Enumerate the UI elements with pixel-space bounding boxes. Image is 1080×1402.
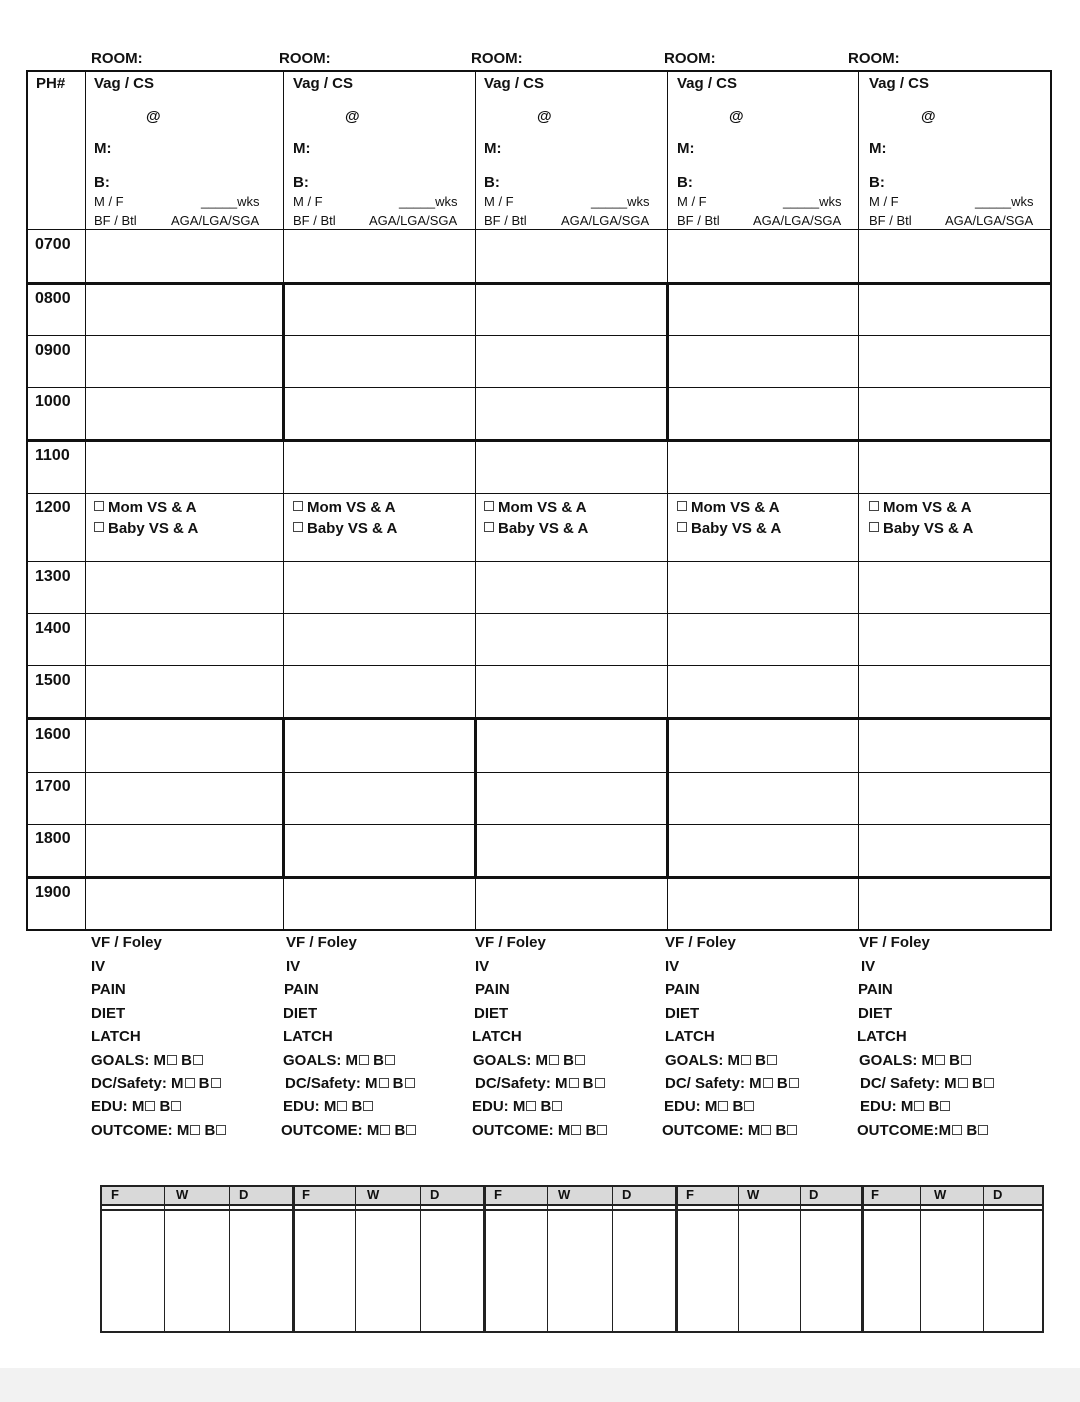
- grid-row-divider: [26, 824, 1052, 825]
- size-options: AGA/LGA/SGA: [753, 213, 842, 228]
- checkbox-icon[interactable]: [405, 1078, 415, 1088]
- edu-row: EDU: M B: [860, 1098, 950, 1115]
- feeding-options: BF / Btl: [484, 213, 527, 228]
- time-1100: 1100: [35, 447, 70, 464]
- baby-label: B:: [484, 174, 500, 191]
- mom-vs-check[interactable]: Mom VS & A: [869, 497, 972, 518]
- at-symbol: @: [345, 108, 360, 125]
- size-options: AGA/LGA/SGA: [945, 213, 1034, 228]
- grid-col-divider-thick: [474, 718, 477, 878]
- checkbox-icon[interactable]: [744, 1101, 754, 1111]
- dc-safety-row: DC/Safety: M B: [285, 1075, 415, 1092]
- feeding-options: BF / Btl: [94, 213, 137, 228]
- grid-col-divider-thick: [282, 284, 285, 441]
- baby-vs-check[interactable]: Baby VS & A: [484, 518, 588, 539]
- edu-row: EDU: M B: [664, 1098, 754, 1115]
- checkbox-icon[interactable]: [145, 1101, 155, 1111]
- grid-row-divider: [26, 335, 1052, 336]
- feeding-options: BF / Btl: [293, 213, 336, 228]
- fwd-f-label: F: [494, 1187, 502, 1202]
- latch-label: LATCH: [665, 1028, 715, 1045]
- grid-border-bottom: [26, 929, 1052, 931]
- grid-border-right: [1050, 70, 1052, 931]
- latch-label: LATCH: [283, 1028, 333, 1045]
- fwd-col-divider: [229, 1187, 230, 1331]
- baby-label: B:: [869, 174, 885, 191]
- grid-col-divider-thick: [282, 718, 285, 878]
- checkbox-icon[interactable]: [385, 1055, 395, 1065]
- time-1900: 1900: [35, 884, 71, 901]
- checkbox-icon[interactable]: [359, 1055, 369, 1065]
- at-symbol: @: [537, 108, 552, 125]
- checkbox-icon[interactable]: [575, 1055, 585, 1065]
- dc-safety-row: DC/ Safety: M B: [860, 1075, 994, 1092]
- delivery-type: Vag / CS: [677, 75, 738, 92]
- grid-col-divider: [85, 70, 86, 931]
- diet-label: DIET: [858, 1005, 893, 1022]
- grid-row-divider-thick: [26, 717, 1052, 720]
- fwd-f-label: F: [111, 1187, 119, 1202]
- latch-label: LATCH: [472, 1028, 522, 1045]
- size-options: AGA/LGA/SGA: [171, 213, 260, 228]
- room-label-3: ROOM:: [471, 50, 523, 67]
- grid-col-divider: [858, 70, 859, 931]
- mother-label: M:: [869, 140, 887, 157]
- goals-row: GOALS: M B: [283, 1052, 395, 1069]
- room-label-4: ROOM:: [664, 50, 716, 67]
- checkbox-icon[interactable]: [761, 1125, 771, 1135]
- fwd-group-divider: [483, 1187, 486, 1331]
- mother-label: M:: [293, 140, 311, 157]
- checkbox-icon[interactable]: [94, 522, 104, 532]
- time-1200: 1200: [35, 499, 71, 516]
- time-1300: 1300: [35, 568, 71, 585]
- fwd-f-label: F: [302, 1187, 310, 1202]
- vf-foley-label: VF / Foley: [859, 934, 930, 951]
- vf-foley-label: VF / Foley: [91, 934, 162, 951]
- baby-label: B:: [94, 174, 110, 191]
- fwd-w-label: W: [747, 1187, 760, 1202]
- grid-row-divider: [26, 613, 1052, 614]
- fwd-col-divider: [738, 1187, 739, 1331]
- fwd-d-label: D: [622, 1187, 632, 1202]
- fwd-col-divider: [355, 1187, 356, 1331]
- dc-safety-row: DC/Safety: M B: [475, 1075, 605, 1092]
- feeding-options: BF / Btl: [869, 213, 912, 228]
- goals-row: GOALS: M B: [859, 1052, 971, 1069]
- delivery-type: Vag / CS: [484, 75, 545, 92]
- fwd-w-label: W: [558, 1187, 571, 1202]
- sex-options: M / F: [484, 194, 514, 209]
- mom-vs-check[interactable]: Mom VS & A: [94, 497, 197, 518]
- grid-col-divider-thick: [666, 718, 669, 878]
- mother-label: M:: [677, 140, 695, 157]
- edu-row: EDU: M B: [91, 1098, 181, 1115]
- checkbox-icon[interactable]: [961, 1055, 971, 1065]
- checkbox-icon[interactable]: [484, 522, 494, 532]
- mom-vs-check[interactable]: Mom VS & A: [484, 497, 587, 518]
- fwd-w-label: W: [176, 1187, 189, 1202]
- grid-col-divider-thick: [666, 284, 669, 441]
- fwd-d-label: D: [430, 1187, 440, 1202]
- mom-vs-check[interactable]: Mom VS & A: [293, 497, 396, 518]
- checkbox-icon[interactable]: [718, 1101, 728, 1111]
- vf-foley-label: VF / Foley: [665, 934, 736, 951]
- iv-label: IV: [475, 958, 490, 975]
- checkbox-icon[interactable]: [952, 1125, 962, 1135]
- fwd-group-divider: [861, 1187, 864, 1331]
- fwd-f-label: F: [871, 1187, 879, 1202]
- iv-label: IV: [286, 958, 301, 975]
- grid-border-left: [26, 70, 28, 931]
- grid-row-divider-thick: [26, 439, 1052, 442]
- diet-label: DIET: [474, 1005, 509, 1022]
- checkbox-icon[interactable]: [337, 1101, 347, 1111]
- at-symbol: @: [921, 108, 936, 125]
- checkbox-icon[interactable]: [484, 501, 494, 511]
- checkbox-icon[interactable]: [869, 501, 879, 511]
- fwd-col-divider: [983, 1187, 984, 1331]
- gestation-weeks: _____wks: [201, 194, 260, 209]
- baby-vs-check[interactable]: Baby VS & A: [94, 518, 198, 539]
- checkbox-icon[interactable]: [406, 1125, 416, 1135]
- pain-label: PAIN: [665, 981, 700, 998]
- fwd-col-divider: [920, 1187, 921, 1331]
- checkbox-icon[interactable]: [171, 1101, 181, 1111]
- time-1400: 1400: [35, 620, 71, 637]
- grid-border-top: [26, 70, 1052, 72]
- sex-options: M / F: [869, 194, 899, 209]
- fwd-d-label: D: [993, 1187, 1003, 1202]
- mother-label: M:: [94, 140, 112, 157]
- diet-label: DIET: [283, 1005, 318, 1022]
- checkbox-icon[interactable]: [167, 1055, 177, 1065]
- fwd-header-line: [102, 1204, 1042, 1206]
- checkbox-icon[interactable]: [677, 501, 687, 511]
- checkbox-icon[interactable]: [789, 1078, 799, 1088]
- checkbox-icon[interactable]: [869, 522, 879, 532]
- diet-label: DIET: [91, 1005, 126, 1022]
- checkbox-icon[interactable]: [741, 1055, 751, 1065]
- sex-options: M / F: [94, 194, 124, 209]
- fwd-col-divider: [547, 1187, 548, 1331]
- sex-options: M / F: [677, 194, 707, 209]
- size-options: AGA/LGA/SGA: [369, 213, 458, 228]
- checkbox-icon[interactable]: [211, 1078, 221, 1088]
- time-1600: 1600: [35, 726, 71, 743]
- fwd-group-divider: [292, 1187, 295, 1331]
- goals-row: GOALS: M B: [665, 1052, 777, 1069]
- grid-row-divider: [26, 561, 1052, 562]
- time-0700: 0700: [35, 236, 71, 253]
- checkbox-icon[interactable]: [526, 1101, 536, 1111]
- checkbox-icon[interactable]: [571, 1125, 581, 1135]
- fwd-table: [100, 1185, 1044, 1333]
- baby-label: B:: [677, 174, 693, 191]
- checkbox-icon[interactable]: [914, 1101, 924, 1111]
- fwd-col-divider: [164, 1187, 165, 1331]
- at-symbol: @: [146, 108, 161, 125]
- mother-label: M:: [484, 140, 502, 157]
- checkbox-icon[interactable]: [293, 522, 303, 532]
- baby-vs-check[interactable]: Baby VS & A: [869, 518, 973, 539]
- time-0800: 0800: [35, 290, 71, 307]
- dc-safety-row: DC/Safety: M B: [91, 1075, 221, 1092]
- latch-label: LATCH: [857, 1028, 907, 1045]
- pain-label: PAIN: [475, 981, 510, 998]
- pain-label: PAIN: [858, 981, 893, 998]
- checkbox-icon[interactable]: [787, 1125, 797, 1135]
- checkbox-icon[interactable]: [185, 1078, 195, 1088]
- delivery-type: Vag / CS: [869, 75, 930, 92]
- time-1500: 1500: [35, 672, 71, 689]
- grid-row-divider: [26, 665, 1052, 666]
- checkbox-icon[interactable]: [293, 501, 303, 511]
- edu-row: EDU: M B: [472, 1098, 562, 1115]
- grid-row-divider-thick: [26, 876, 1052, 879]
- grid-row-divider: [26, 387, 1052, 388]
- checkbox-icon[interactable]: [216, 1125, 226, 1135]
- checkbox-icon[interactable]: [569, 1078, 579, 1088]
- checkbox-icon[interactable]: [763, 1078, 773, 1088]
- checkbox-icon[interactable]: [363, 1101, 373, 1111]
- fwd-w-label: W: [934, 1187, 947, 1202]
- time-1000: 1000: [35, 393, 71, 410]
- at-symbol: @: [729, 108, 744, 125]
- outcome-row: OUTCOME: M B: [662, 1122, 797, 1139]
- grid-row-divider-thick: [26, 282, 1052, 285]
- time-0900: 0900: [35, 342, 71, 359]
- delivery-type: Vag / CS: [94, 75, 155, 92]
- outcome-row: OUTCOME:M B: [857, 1122, 988, 1139]
- baby-label: B:: [293, 174, 309, 191]
- checkbox-icon[interactable]: [193, 1055, 203, 1065]
- pain-label: PAIN: [91, 981, 126, 998]
- checkbox-icon[interactable]: [549, 1055, 559, 1065]
- page-bottom-margin: [0, 1368, 1080, 1402]
- baby-vs-check[interactable]: Baby VS & A: [293, 518, 397, 539]
- pain-label: PAIN: [284, 981, 319, 998]
- checkbox-icon[interactable]: [984, 1078, 994, 1088]
- iv-label: IV: [91, 958, 106, 975]
- fwd-group-divider: [675, 1187, 678, 1331]
- room-label-1: ROOM:: [91, 50, 143, 67]
- mom-vs-check[interactable]: Mom VS & A: [677, 497, 780, 518]
- outcome-row: OUTCOME: M B: [91, 1122, 226, 1139]
- goals-row: GOALS: M B: [473, 1052, 585, 1069]
- fwd-d-label: D: [239, 1187, 249, 1202]
- fwd-col-divider: [420, 1187, 421, 1331]
- fwd-col-divider: [800, 1187, 801, 1331]
- checkbox-icon[interactable]: [597, 1125, 607, 1135]
- ph-number-label: PH#: [36, 75, 66, 92]
- checkbox-icon[interactable]: [380, 1125, 390, 1135]
- checkbox-icon[interactable]: [958, 1078, 968, 1088]
- edu-row: EDU: M B: [283, 1098, 373, 1115]
- iv-label: IV: [665, 958, 680, 975]
- checkbox-icon[interactable]: [940, 1101, 950, 1111]
- checkbox-icon[interactable]: [190, 1125, 200, 1135]
- fwd-d-label: D: [809, 1187, 819, 1202]
- time-1800: 1800: [35, 830, 71, 847]
- time-1700: 1700: [35, 778, 71, 795]
- room-label-2: ROOM:: [279, 50, 331, 67]
- latch-label: LATCH: [91, 1028, 141, 1045]
- feeding-options: BF / Btl: [677, 213, 720, 228]
- grid-row-divider: [26, 493, 1052, 494]
- checkbox-icon[interactable]: [935, 1055, 945, 1065]
- gestation-weeks: _____wks: [399, 194, 458, 209]
- delivery-type: Vag / CS: [293, 75, 354, 92]
- sex-options: M / F: [293, 194, 323, 209]
- gestation-weeks: _____wks: [591, 194, 650, 209]
- checkbox-icon[interactable]: [379, 1078, 389, 1088]
- checkbox-icon[interactable]: [767, 1055, 777, 1065]
- checkbox-icon[interactable]: [552, 1101, 562, 1111]
- fwd-w-label: W: [367, 1187, 380, 1202]
- grid-row-divider: [26, 772, 1052, 773]
- gestation-weeks: _____wks: [975, 194, 1034, 209]
- checkbox-icon[interactable]: [94, 501, 104, 511]
- iv-label: IV: [861, 958, 876, 975]
- size-options: AGA/LGA/SGA: [561, 213, 650, 228]
- outcome-row: OUTCOME: M B: [281, 1122, 416, 1139]
- checkbox-icon[interactable]: [595, 1078, 605, 1088]
- fwd-f-label: F: [686, 1187, 694, 1202]
- goals-row: GOALS: M B: [91, 1052, 203, 1069]
- gestation-weeks: _____wks: [783, 194, 842, 209]
- checkbox-icon[interactable]: [677, 522, 687, 532]
- fwd-header-line: [102, 1209, 1042, 1211]
- dc-safety-row: DC/ Safety: M B: [665, 1075, 799, 1092]
- fwd-col-divider: [612, 1187, 613, 1331]
- baby-vs-check[interactable]: Baby VS & A: [677, 518, 781, 539]
- grid-row-divider: [26, 229, 1052, 230]
- room-label-5: ROOM:: [848, 50, 900, 67]
- vf-foley-label: VF / Foley: [475, 934, 546, 951]
- diet-label: DIET: [665, 1005, 700, 1022]
- vf-foley-label: VF / Foley: [286, 934, 357, 951]
- outcome-row: OUTCOME: M B: [472, 1122, 607, 1139]
- checkbox-icon[interactable]: [978, 1125, 988, 1135]
